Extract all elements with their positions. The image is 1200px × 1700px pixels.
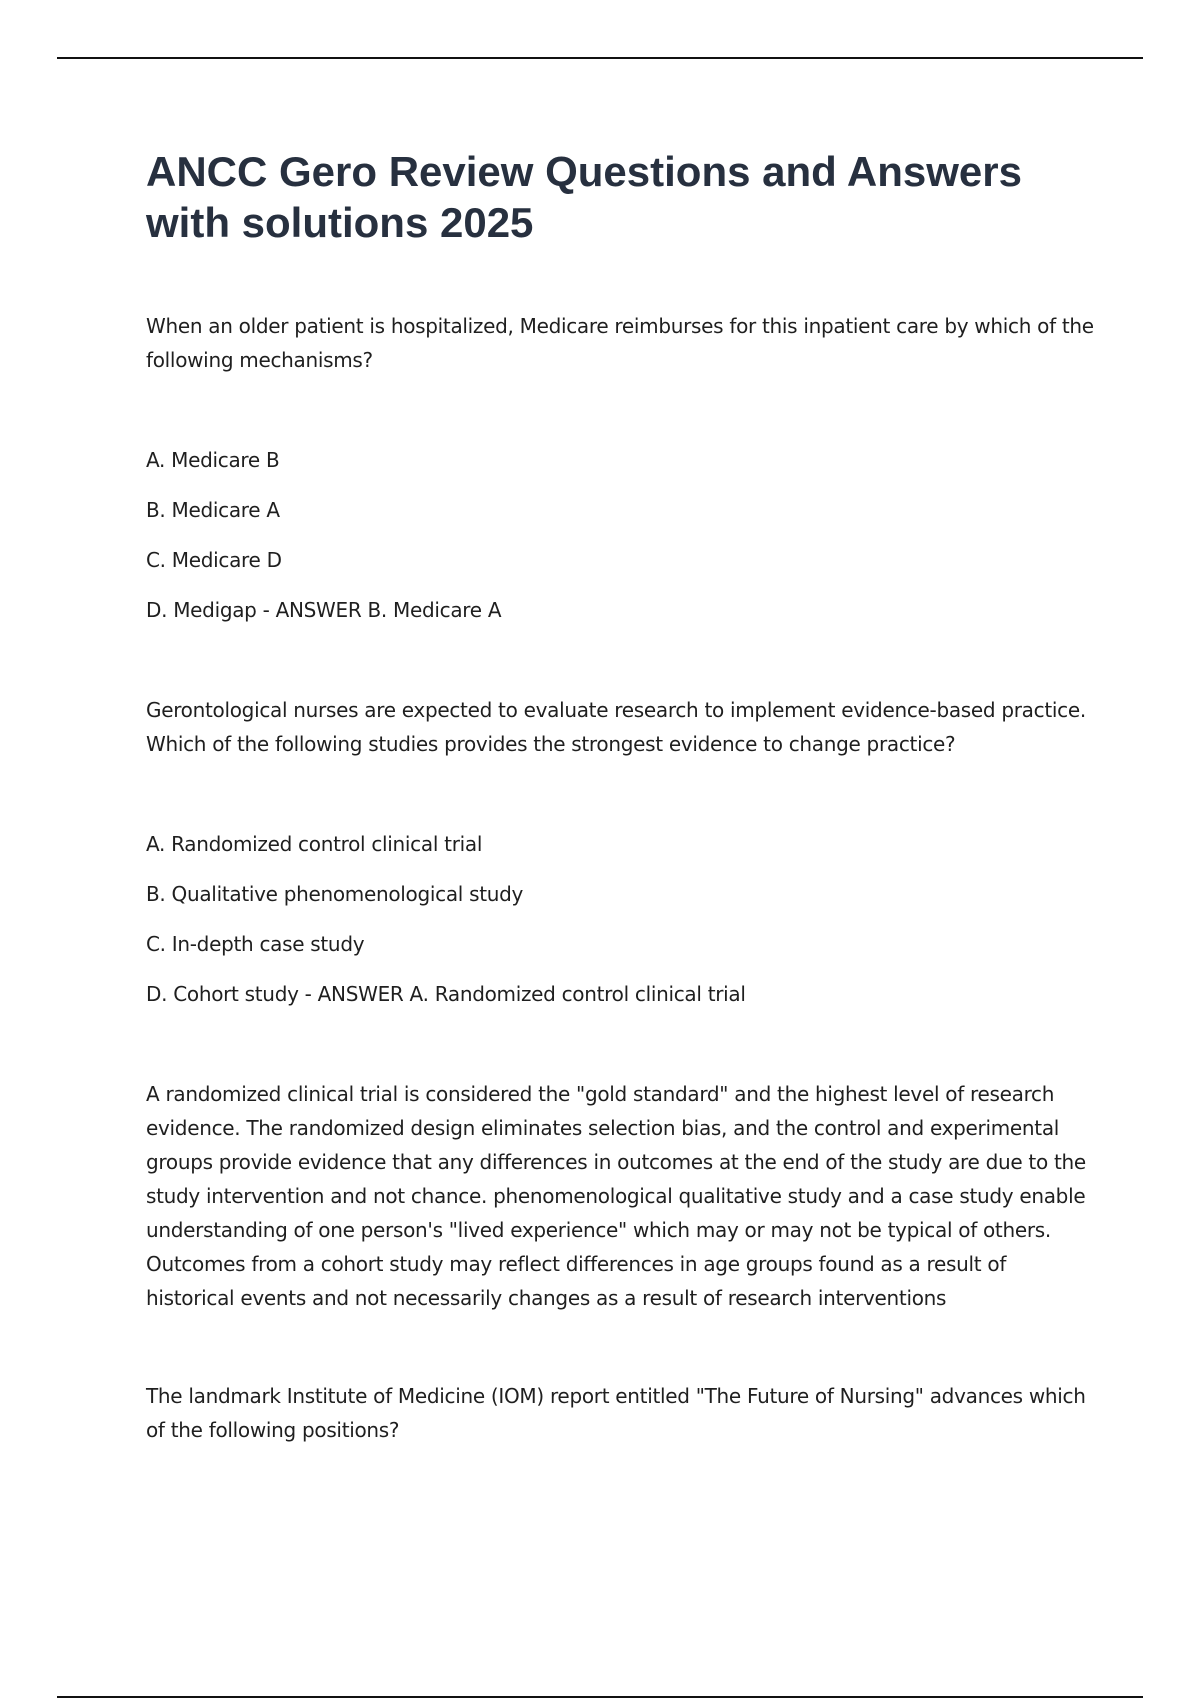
document-page	[146, 146, 1096, 1447]
document-title: ANCC Gero Review Questions and Answers with solutions 2025	[146, 148, 1022, 246]
question-3-text: The landmark Institute of Medicine (IOM) report entitled "The Future of Nursing" advances which of the following positions?	[146, 1384, 1086, 1442]
question-1-option-c: C. Medicare D	[146, 548, 282, 572]
question-2-option-a: A. Randomized control clinical trial	[146, 832, 483, 856]
question-1-text: When an older patient is hospitalized, Medicare reimburses for this inpatient care by which of the following mechanisms?	[146, 314, 1094, 372]
question-2-options	[146, 827, 1096, 1011]
question-2-option-d-answer: D. Cohort study - ANSWER A. Randomized control clinical trial	[146, 982, 746, 1006]
top-divider	[57, 57, 1143, 59]
question-2-option-c: C. In-depth case study	[146, 932, 365, 956]
question-1-option-b: B. Medicare A	[146, 498, 280, 522]
bottom-divider	[57, 1696, 1143, 1698]
question-1-option-d-answer: D. Medigap - ANSWER B. Medicare A	[146, 598, 502, 622]
question-1-option-a: A. Medicare B	[146, 448, 280, 472]
question-1-options	[146, 443, 1096, 627]
question-2-text: Gerontological nurses are expected to evaluate research to implement evidence-based practice. Which of the following studies provides the strongest evidence to change practice?	[146, 698, 1086, 756]
question-2-option-b: B. Qualitative phenomenological study	[146, 882, 524, 906]
question-2-explanation: A randomized clinical trial is considered the "gold standard" and the highest level of research evidence. The randomized design eliminates selection bias, and the control and experimental groups provide evidence that any differences in outcomes at the end of the study are due to the study intervention and not chance. phenomenological qualitative study and a case study enable understanding of one person's "lived experience" which may or may not be typical of others. Outcomes from a cohort study may reflect differences in age groups found as a result of historical events and not necessarily changes as a result of research interventions	[146, 1082, 1086, 1310]
